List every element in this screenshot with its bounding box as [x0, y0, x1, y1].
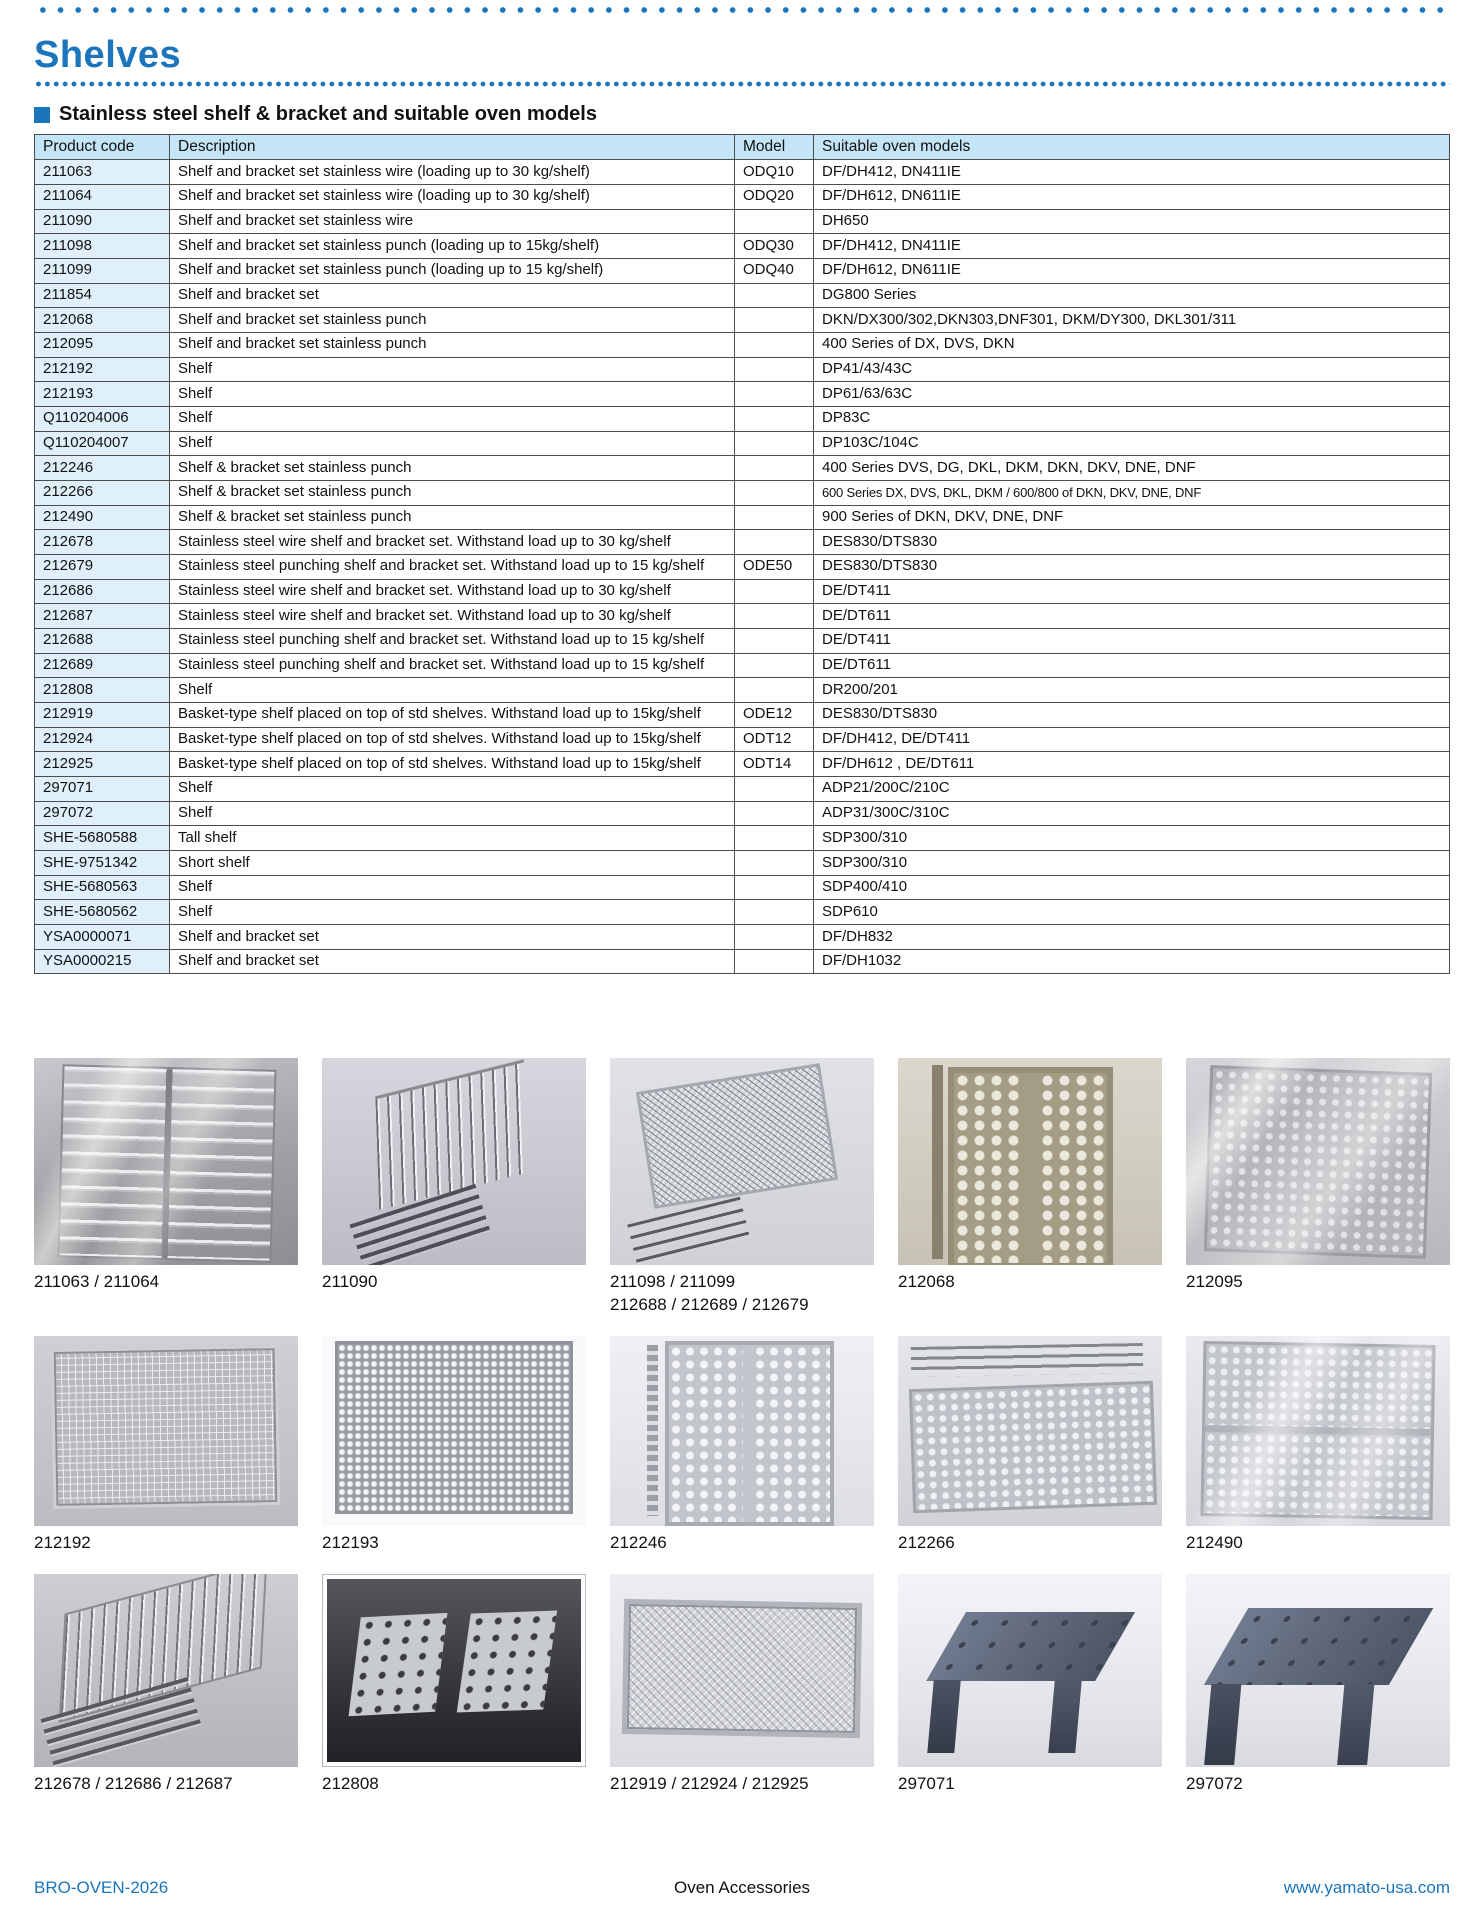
header-oven-models: Suitable oven models	[814, 135, 1450, 160]
oven-models-cell: 600 Series DX, DVS, DKL, DKM / 600/800 of DKN, DKV, DNE, DNF	[814, 481, 1450, 506]
table-row	[35, 900, 1450, 925]
product-photo	[610, 1336, 874, 1526]
description-cell: Shelf & bracket set stainless punch	[170, 481, 735, 506]
catalog-page	[0, 6, 1484, 1926]
description-cell: Stainless steel punching shelf and bracket set. Withstand load up to 15 kg/shelf	[170, 653, 735, 678]
model-cell	[735, 357, 814, 382]
oven-models-cell: DH650	[814, 209, 1450, 234]
oven-models-cell: 400 Series DVS, DG, DKL, DKM, DKN, DKV, DNE, DNF	[814, 456, 1450, 481]
gallery-item	[610, 1574, 874, 1795]
product-photo	[1186, 1336, 1450, 1526]
oven-models-cell: SDP400/410	[814, 875, 1450, 900]
product-photo	[610, 1058, 874, 1265]
model-cell: ODT12	[735, 727, 814, 752]
gallery-item	[34, 1058, 298, 1315]
oven-models-cell: DR200/201	[814, 678, 1450, 703]
page-title: Shelves	[34, 34, 182, 76]
gallery-item	[898, 1336, 1162, 1554]
oven-models-cell: DE/DT411	[814, 629, 1450, 654]
oven-models-cell: ADP21/200C/210C	[814, 777, 1450, 802]
product-code-cell: 211063	[35, 160, 170, 185]
oven-models-cell: DES830/DTS830	[814, 555, 1450, 580]
product-photo	[322, 1574, 586, 1767]
table-row	[35, 431, 1450, 456]
photo-caption: 212919 / 212924 / 212925	[610, 1773, 809, 1793]
table-row	[35, 653, 1450, 678]
shelf-graphic	[335, 1341, 573, 1514]
model-cell	[735, 629, 814, 654]
photo-caption: 211090	[322, 1272, 378, 1292]
description-cell: Basket-type shelf placed on top of std shelves. Withstand load up to 15kg/shelf	[170, 703, 735, 728]
model-cell	[735, 777, 814, 802]
model-cell	[735, 209, 814, 234]
photo-caption: 297072	[1186, 1773, 1243, 1793]
table-row	[35, 678, 1450, 703]
product-code-cell: SHE-5680563	[35, 875, 170, 900]
product-code-cell: 212068	[35, 308, 170, 333]
model-cell	[735, 604, 814, 629]
photo-caption: 212192	[34, 1532, 91, 1552]
oven-models-cell: DF/DH412, DE/DT411	[814, 727, 1450, 752]
description-cell: Stainless steel wire shelf and bracket set. Withstand load up to 30 kg/shelf	[170, 530, 735, 555]
gallery-item	[34, 1336, 298, 1554]
photo-caption: 211063 / 211064	[34, 1272, 160, 1292]
product-code-cell: 212925	[35, 752, 170, 777]
photo-caption: 212808	[322, 1773, 379, 1793]
product-photo	[322, 1336, 586, 1526]
oven-models-cell: ADP31/300C/310C	[814, 801, 1450, 826]
table-row	[35, 875, 1450, 900]
shelf-table-body	[35, 160, 1450, 974]
model-cell	[735, 925, 814, 950]
description-cell: Shelf and bracket set stainless wire	[170, 209, 735, 234]
oven-models-cell: DE/DT611	[814, 653, 1450, 678]
model-cell: ODQ10	[735, 160, 814, 185]
product-code-cell: 211098	[35, 234, 170, 259]
table-row	[35, 505, 1450, 530]
model-cell	[735, 308, 814, 333]
description-cell: Shelf	[170, 407, 735, 432]
table-row	[35, 727, 1450, 752]
description-cell: Shelf & bracket set stainless punch	[170, 505, 735, 530]
table-row	[35, 604, 1450, 629]
section-heading-text: Stainless steel shelf & bracket and suitable oven models	[59, 103, 597, 125]
table-row	[35, 160, 1450, 185]
table-row	[35, 925, 1450, 950]
product-code-cell: 212687	[35, 604, 170, 629]
model-cell	[735, 456, 814, 481]
shelf-graphic	[51, 1345, 281, 1509]
product-code-cell: SHE-5680562	[35, 900, 170, 925]
model-cell	[735, 801, 814, 826]
table-row	[35, 530, 1450, 555]
table-row	[35, 752, 1450, 777]
table-row	[35, 949, 1450, 974]
oven-models-cell: DP41/43/43C	[814, 357, 1450, 382]
oven-models-cell: 900 Series of DKN, DKV, DNE, DNF	[814, 505, 1450, 530]
oven-models-cell: 400 Series of DX, DVS, DKN	[814, 333, 1450, 358]
table-row	[35, 209, 1450, 234]
shelf-graphic	[58, 1574, 266, 1724]
gallery-item	[1186, 1574, 1450, 1795]
model-cell	[735, 678, 814, 703]
gallery	[34, 1058, 1450, 1794]
product-photo	[322, 1058, 586, 1265]
gallery-item	[322, 1058, 586, 1315]
description-cell: Shelf	[170, 900, 735, 925]
table-row	[35, 777, 1450, 802]
description-cell: Shelf	[170, 357, 735, 382]
gallery-item	[898, 1574, 1162, 1795]
description-cell: Basket-type shelf placed on top of std shelves. Withstand load up to 15kg/shelf	[170, 752, 735, 777]
product-code-cell: 212808	[35, 678, 170, 703]
oven-models-cell: DF/DH612 , DE/DT611	[814, 752, 1450, 777]
description-cell: Shelf and bracket set	[170, 283, 735, 308]
description-cell: Shelf and bracket set stainless punch	[170, 308, 735, 333]
product-code-cell: 297072	[35, 801, 170, 826]
table-row	[35, 826, 1450, 851]
title-dotted-rule	[34, 81, 1450, 87]
table-row	[35, 184, 1450, 209]
table-row	[35, 481, 1450, 506]
description-cell: Shelf	[170, 678, 735, 703]
product-code-cell: YSA0000215	[35, 949, 170, 974]
model-cell: ODQ20	[735, 184, 814, 209]
oven-models-cell: DF/DH832	[814, 925, 1450, 950]
model-cell	[735, 382, 814, 407]
product-code-cell: 211064	[35, 184, 170, 209]
description-cell: Stainless steel wire shelf and bracket set. Withstand load up to 30 kg/shelf	[170, 604, 735, 629]
description-cell: Short shelf	[170, 851, 735, 876]
product-code-cell: SHE-5680588	[35, 826, 170, 851]
product-code-cell: 212689	[35, 653, 170, 678]
product-code-cell: 212919	[35, 703, 170, 728]
table-row	[35, 407, 1450, 432]
model-cell: ODE12	[735, 703, 814, 728]
shelf-graphic	[948, 1067, 1113, 1266]
oven-models-cell: DF/DH612, DN611IE	[814, 258, 1450, 283]
model-cell	[735, 505, 814, 530]
product-code-cell: 212686	[35, 579, 170, 604]
product-photo	[1186, 1058, 1450, 1265]
gallery-item	[1186, 1336, 1450, 1554]
photo-caption: 297071	[898, 1773, 955, 1793]
product-code-cell: 212266	[35, 481, 170, 506]
photo-caption: 212490	[1186, 1532, 1243, 1552]
model-cell	[735, 481, 814, 506]
product-code-cell: SHE-9751342	[35, 851, 170, 876]
oven-models-cell: SDP300/310	[814, 826, 1450, 851]
photo-caption-line2: 212688 / 212689 / 212679	[610, 1294, 809, 1314]
table-row	[35, 357, 1450, 382]
description-cell: Shelf and bracket set stainless punch (loading up to 15kg/shelf)	[170, 234, 735, 259]
shelf-table	[34, 134, 1450, 974]
description-cell: Shelf & bracket set stainless punch	[170, 456, 735, 481]
oven-models-cell: DF/DH612, DN611IE	[814, 184, 1450, 209]
product-code-cell: YSA0000071	[35, 925, 170, 950]
product-photo	[1186, 1574, 1450, 1767]
model-cell	[735, 333, 814, 358]
photo-caption: 212095	[1186, 1272, 1243, 1292]
shelf-graphic	[1203, 1608, 1432, 1685]
model-cell: ODQ40	[735, 258, 814, 283]
product-code-cell: 212688	[35, 629, 170, 654]
table-row	[35, 283, 1450, 308]
gallery-item	[898, 1058, 1162, 1315]
description-cell: Shelf and bracket set stainless wire (loading up to 30 kg/shelf)	[170, 184, 735, 209]
table-row	[35, 258, 1450, 283]
model-cell	[735, 949, 814, 974]
shelf-graphic	[1204, 1065, 1432, 1259]
model-cell	[735, 407, 814, 432]
photo-caption: 212678 / 212686 / 212687	[34, 1773, 233, 1793]
shelf-graphic	[665, 1341, 834, 1525]
product-code-cell: 212678	[35, 530, 170, 555]
model-cell	[735, 875, 814, 900]
description-cell: Stainless steel punching shelf and bracket set. Withstand load up to 15 kg/shelf	[170, 629, 735, 654]
description-cell: Tall shelf	[170, 826, 735, 851]
model-cell	[735, 653, 814, 678]
oven-models-cell: DG800 Series	[814, 283, 1450, 308]
table-row	[35, 579, 1450, 604]
oven-models-cell: DF/DH412, DN411IE	[814, 234, 1450, 259]
description-cell: Shelf	[170, 777, 735, 802]
model-cell	[735, 283, 814, 308]
table-row	[35, 555, 1450, 580]
product-photo	[34, 1058, 298, 1265]
description-cell: Shelf and bracket set stainless punch	[170, 333, 735, 358]
table-row	[35, 333, 1450, 358]
product-photo	[898, 1058, 1162, 1265]
header-description: Description	[170, 135, 735, 160]
description-cell: Shelf and bracket set	[170, 925, 735, 950]
gallery-item	[322, 1574, 586, 1795]
model-cell	[735, 579, 814, 604]
product-code-cell: 212193	[35, 382, 170, 407]
product-code-cell: 211099	[35, 258, 170, 283]
oven-models-cell: SDP300/310	[814, 851, 1450, 876]
photo-caption: 212193	[322, 1532, 379, 1552]
model-cell: ODE50	[735, 555, 814, 580]
table-row	[35, 456, 1450, 481]
photo-caption: 211098 / 211099	[610, 1272, 736, 1292]
shelf-graphic	[1200, 1341, 1435, 1520]
section-heading	[34, 103, 1450, 126]
description-cell: Shelf	[170, 431, 735, 456]
description-cell: Shelf	[170, 801, 735, 826]
shelf-graphic	[909, 1381, 1157, 1513]
description-cell: Basket-type shelf placed on top of std shelves. Withstand load up to 15kg/shelf	[170, 727, 735, 752]
description-cell: Stainless steel punching shelf and bracket set. Withstand load up to 15 kg/shelf	[170, 555, 735, 580]
product-code-cell: 212246	[35, 456, 170, 481]
shelf-graphic	[58, 1064, 277, 1262]
product-code-cell: 212095	[35, 333, 170, 358]
description-cell: Shelf	[170, 382, 735, 407]
model-cell	[735, 431, 814, 456]
table-header-row	[35, 135, 1450, 160]
product-photo	[898, 1574, 1162, 1767]
product-code-cell: Q110204006	[35, 407, 170, 432]
footer-title: Oven Accessories	[673, 1878, 811, 1897]
product-code-cell: 211854	[35, 283, 170, 308]
header-product-code: Product code	[35, 135, 170, 160]
shelf-graphic	[375, 1059, 528, 1209]
header-model: Model	[735, 135, 814, 160]
product-code-cell: 212924	[35, 727, 170, 752]
product-code-cell: 212679	[35, 555, 170, 580]
table-row	[35, 382, 1450, 407]
table-row	[35, 703, 1450, 728]
table-row	[35, 234, 1450, 259]
description-cell: Shelf and bracket set stainless punch (loading up to 15 kg/shelf)	[170, 258, 735, 283]
gallery-item	[610, 1058, 874, 1315]
product-photo	[610, 1574, 874, 1767]
photo-caption: 212266	[898, 1532, 955, 1552]
shelf-graphic	[622, 1599, 862, 1738]
model-cell	[735, 851, 814, 876]
table-row	[35, 851, 1450, 876]
shelf-graphic	[327, 1579, 581, 1762]
table-row	[35, 801, 1450, 826]
gallery-item	[1186, 1058, 1450, 1315]
oven-models-cell: DP61/63/63C	[814, 382, 1450, 407]
oven-models-cell: DP83C	[814, 407, 1450, 432]
section-bullet-icon	[34, 107, 50, 123]
photo-caption: 212068	[898, 1272, 955, 1292]
oven-models-cell: DE/DT611	[814, 604, 1450, 629]
description-cell: Shelf and bracket set stainless wire (loading up to 30 kg/shelf)	[170, 160, 735, 185]
oven-models-cell: DKN/DX300/302,DKN303,DNF301, DKM/DY300, DKL301/311	[814, 308, 1450, 333]
model-cell	[735, 530, 814, 555]
model-cell: ODQ30	[735, 234, 814, 259]
website-link[interactable]: www.yamato-usa.com	[1283, 1878, 1450, 1897]
oven-models-cell: DES830/DTS830	[814, 530, 1450, 555]
description-cell: Shelf	[170, 875, 735, 900]
top-dotted-border	[34, 6, 1450, 14]
gallery-item	[610, 1336, 874, 1554]
product-code-cell: Q110204007	[35, 431, 170, 456]
oven-models-cell: DE/DT411	[814, 579, 1450, 604]
gallery-item	[322, 1336, 586, 1554]
table-row	[35, 308, 1450, 333]
product-code-cell: 212490	[35, 505, 170, 530]
product-photo	[34, 1574, 298, 1767]
description-cell: Stainless steel wire shelf and bracket set. Withstand load up to 30 kg/shelf	[170, 579, 735, 604]
table-row	[35, 629, 1450, 654]
oven-models-cell: DF/DH412, DN411IE	[814, 160, 1450, 185]
model-cell	[735, 900, 814, 925]
model-cell: ODT14	[735, 752, 814, 777]
description-cell: Shelf and bracket set	[170, 949, 735, 974]
gallery-item	[34, 1574, 298, 1795]
shelf-graphic	[636, 1063, 838, 1208]
oven-models-cell: DES830/DTS830	[814, 703, 1450, 728]
photo-caption: 212246	[610, 1532, 667, 1552]
product-code-cell: 297071	[35, 777, 170, 802]
product-code-cell: 211090	[35, 209, 170, 234]
product-photo	[898, 1336, 1162, 1526]
product-photo	[34, 1336, 298, 1526]
oven-models-cell: DP103C/104C	[814, 431, 1450, 456]
shelf-graphic	[925, 1612, 1134, 1681]
product-code-cell: 212192	[35, 357, 170, 382]
oven-models-cell: DF/DH1032	[814, 949, 1450, 974]
model-cell	[735, 826, 814, 851]
doc-code: BRO-OVEN-2026	[34, 1878, 169, 1897]
oven-models-cell: SDP610	[814, 900, 1450, 925]
